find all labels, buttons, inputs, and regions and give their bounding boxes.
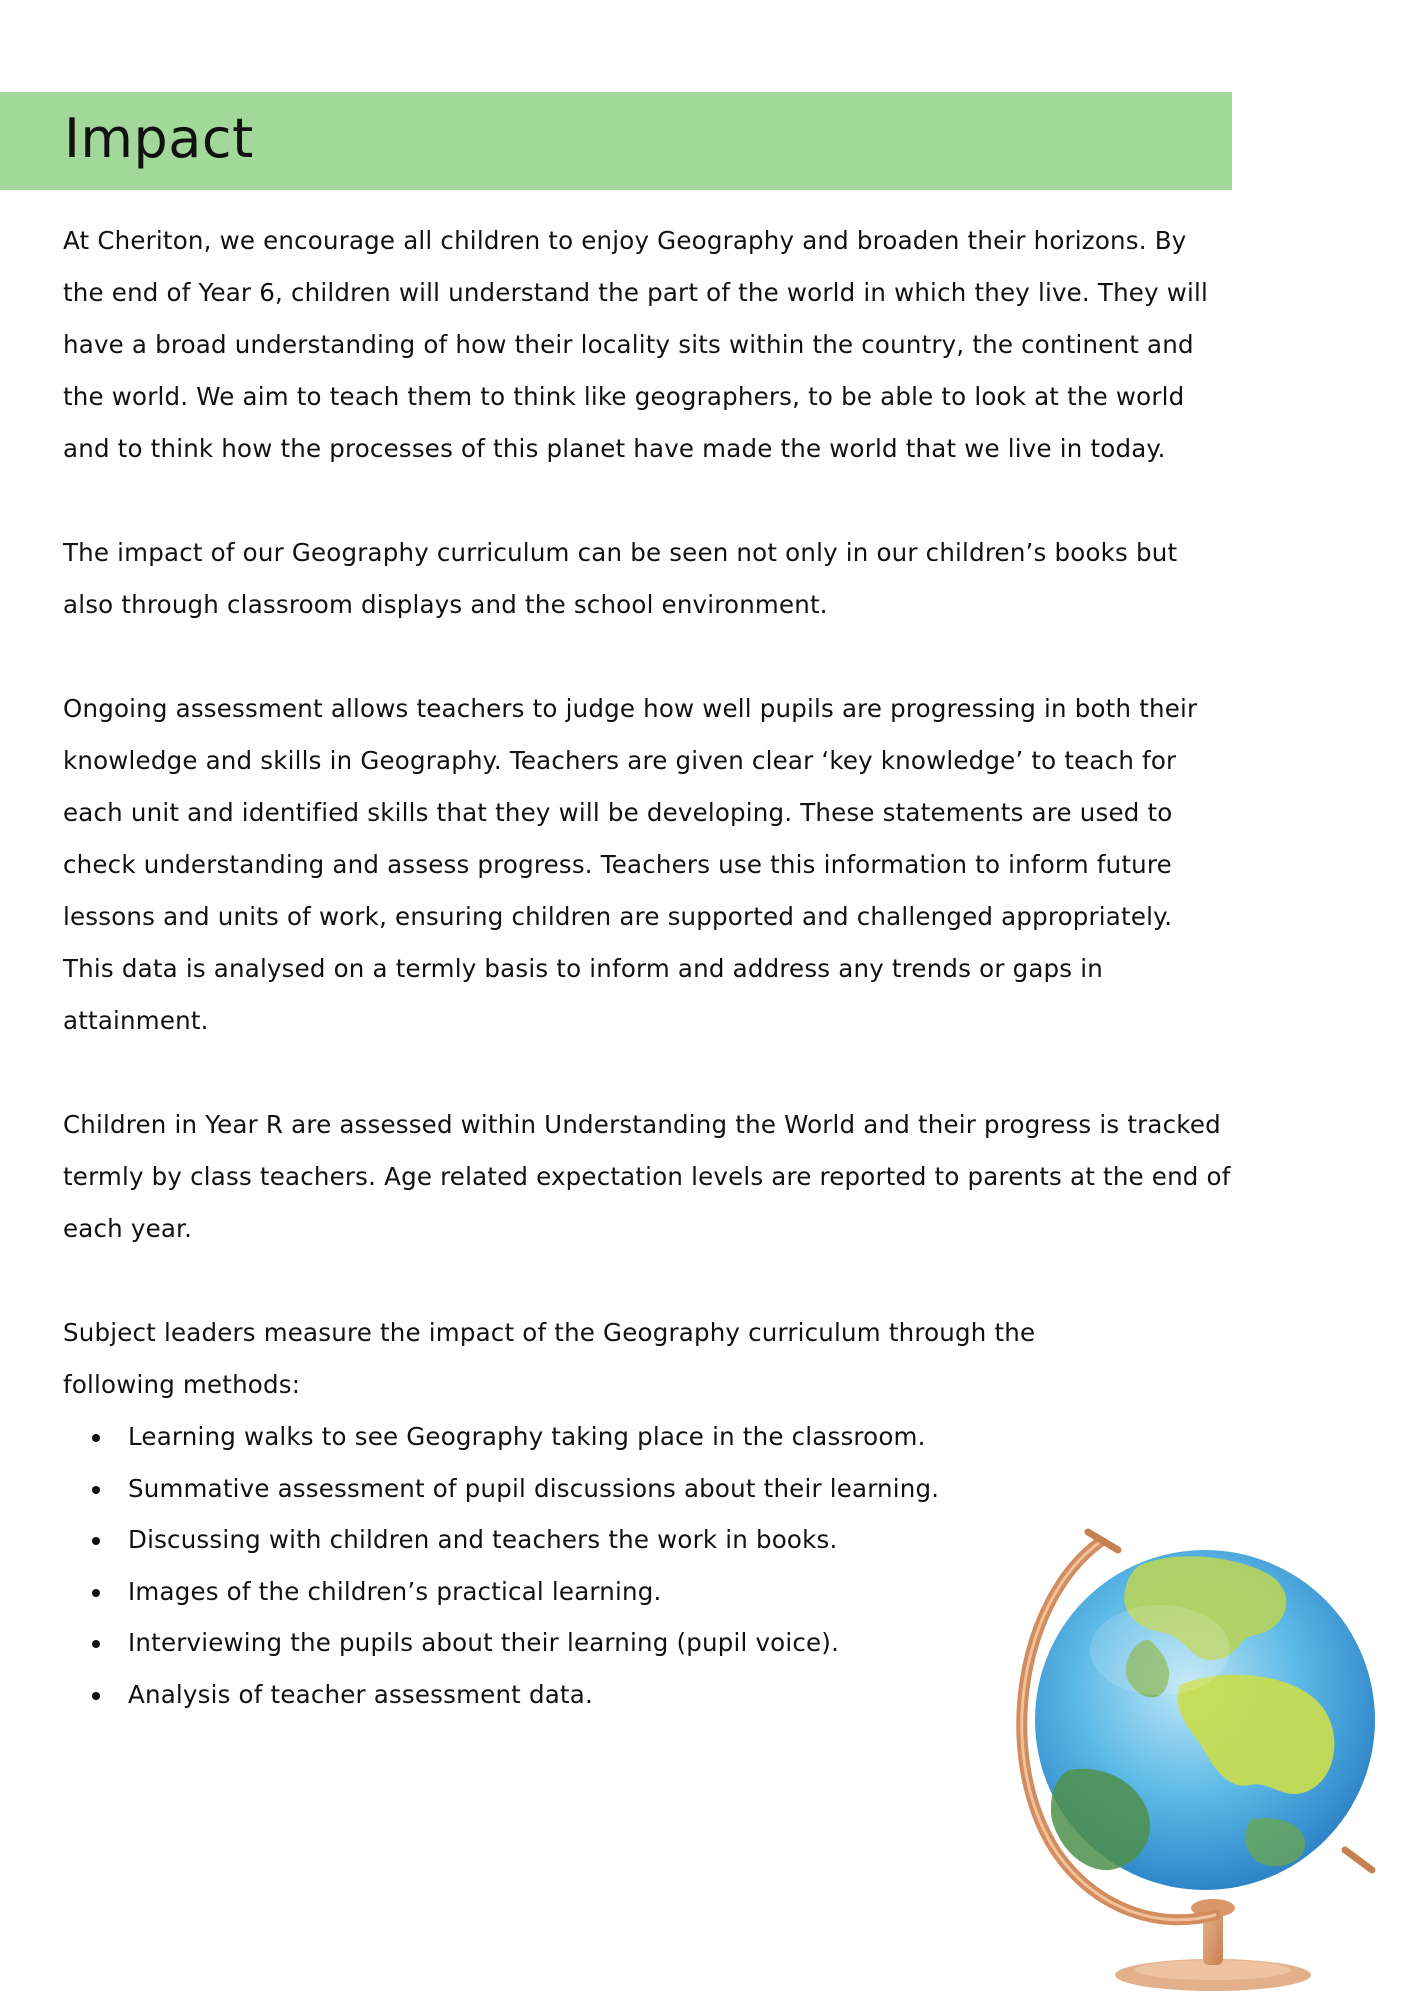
list-item-text: Interviewing the pupils about their learning (pupil voice).: [128, 1628, 840, 1657]
bullet-icon: [92, 1486, 100, 1494]
globe-icon: [1000, 1520, 1395, 1995]
impact-paragraph: The impact of our Geography curriculum can be seen not only in our children’s books but also through classroom displays and the school environment.: [63, 538, 1178, 619]
list-item-text: Summative assessment of pupil discussions about their learning.: [128, 1473, 940, 1503]
globe-highlight: [1090, 1605, 1230, 1695]
methods-intro-paragraph: Subject leaders measure the impact of the Geography curriculum through the following methods:: [63, 1318, 1036, 1399]
list-item-text: Discussing with children and teachers the work in books.: [128, 1525, 838, 1554]
list-item: [63, 1411, 1243, 1463]
bullet-icon: [92, 1434, 100, 1442]
bullet-icon: [92, 1537, 100, 1545]
assessment-paragraph: Ongoing assessment allows teachers to judge how well pupils are progressing in both their knowledge and skills in Geography. Teachers are given clear ‘key knowledge’ to teach for each unit and identified skills that they will be developing. These statements are used to check understanding and assess progress. Teachers use this information to inform future lessons and units of work, ensuring children are supported and challenged appropriately. This data is analysed on a termly basis to inform and address any trends or gaps in attainment.: [63, 694, 1198, 1035]
list-item-text: Analysis of teacher assessment data.: [128, 1679, 593, 1709]
list-item-text: Images of the children’s practical learning.: [128, 1576, 662, 1606]
bullet-icon: [92, 1640, 100, 1648]
page-title: Impact: [64, 107, 254, 170]
bullet-icon: [92, 1692, 100, 1700]
intro-paragraph: At Cheriton, we encourage all children to enjoy Geography and broaden their horizons. By the end of Year 6, children will understand the part of the world in which they live. They will have a broad understanding of how their locality sits within the country, the continent and the world. We aim to teach them to think like geographers, to be able to look at the world and to think how the processes of this planet have made the world that we live in today.: [63, 226, 1209, 463]
globe-side-pin: [1345, 1850, 1372, 1870]
list-item-text: Learning walks to see Geography taking place in the classroom.: [128, 1422, 926, 1451]
year-r-paragraph: Children in Year R are assessed within Understanding the World and their progress is tracked termly by class teachers. Age related expectation levels are reported to parents at the end of each year.: [63, 1110, 1231, 1243]
list-item: [63, 1463, 1243, 1515]
main-content: [63, 215, 1243, 1720]
bullet-icon: [92, 1589, 100, 1597]
